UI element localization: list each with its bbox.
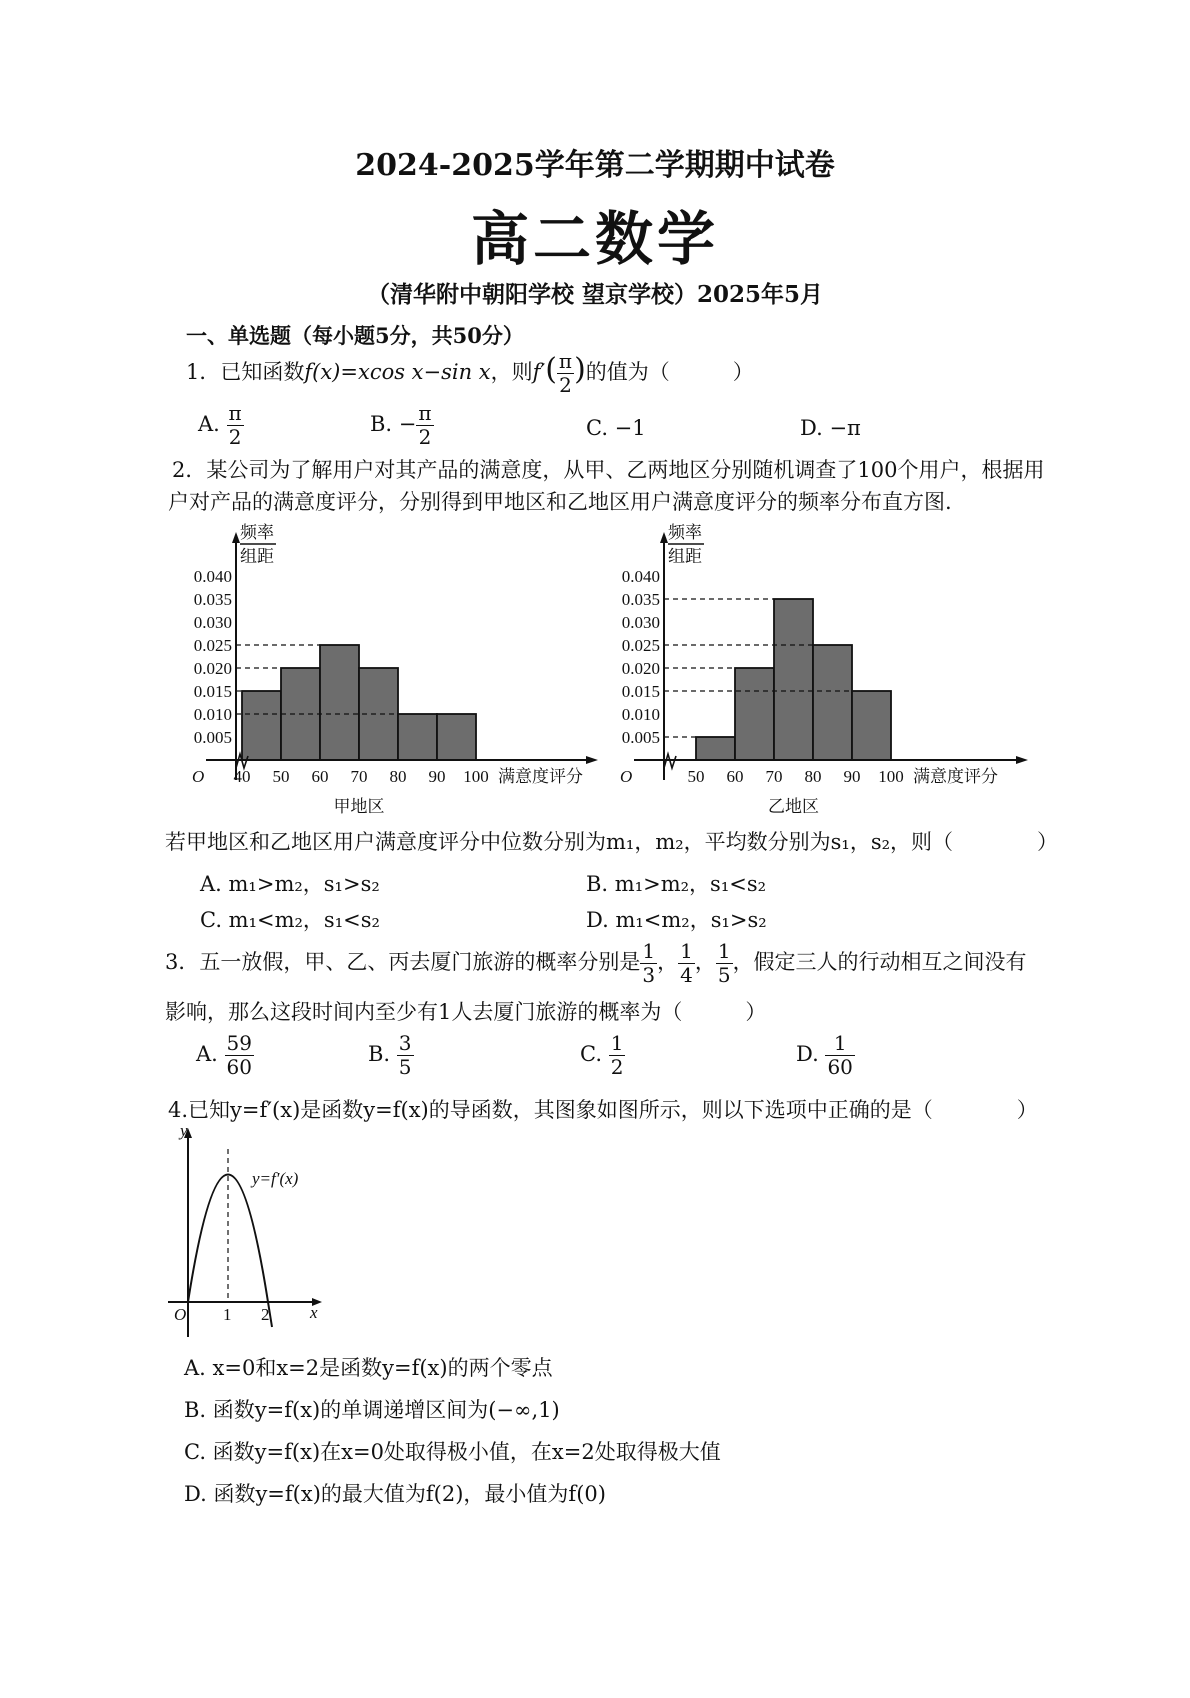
section-title: 一、单选题（每小题5分，共50分）	[186, 323, 524, 348]
yi-bar	[852, 691, 891, 760]
yi-xtick-label: 70	[765, 767, 783, 786]
jia-y-label-bottom: 组距	[240, 547, 274, 567]
q3-option-d: D. $\frac{1}{60}$	[796, 1031, 853, 1079]
q2-option-d: D. m₁<m₂，s₁>s₂	[586, 908, 767, 932]
jia-xtick-label: 80	[389, 767, 407, 786]
q1-function: f(x)=xcos x−sin x	[304, 360, 491, 384]
schools-date: （清华附中朝阳学校 望京学校）2025年5月	[366, 281, 824, 308]
yi-y-label-bottom: 组距	[668, 547, 702, 567]
yi-bar	[735, 668, 774, 760]
jia-xtick-label: 100	[463, 767, 489, 786]
jia-xtick-label: 70	[350, 767, 368, 786]
jia-y-arrow	[232, 532, 240, 543]
q1-suffix: 的值为（ ）	[585, 360, 754, 384]
q1-prefix: 1．已知函数	[186, 360, 305, 384]
q3-option-a: A. $\frac{59}{60}$	[196, 1031, 252, 1079]
yi-ytick-label: 0.015	[621, 682, 660, 701]
jia-ytick-label: 0.040	[193, 567, 232, 586]
yi-y-arrow	[660, 532, 668, 543]
yi-ytick-label: 0.025	[621, 636, 660, 655]
q3-option-b: B. $\frac{3}{5}$	[368, 1031, 412, 1079]
yi-ytick-label: 0.020	[621, 659, 660, 678]
jia-ytick-label: 0.030	[193, 613, 232, 632]
jia-x-label: 满意度评分	[498, 767, 583, 787]
jia-ytick-label: 0.035	[193, 590, 232, 609]
yi-xtick-label: 50	[687, 767, 705, 786]
graph-tick-2: 2	[261, 1305, 270, 1324]
jia-bar	[320, 645, 359, 760]
yi-bar	[774, 599, 813, 760]
q1-stem: 1．已知函数f(x)=xcos x−sin x，则f′( $\frac{\pi}{2}$ )的值为（ ）	[186, 349, 754, 397]
jia-ytick-label: 0.005	[193, 728, 232, 747]
exam-title: 2024-2025学年第二学期期中试卷	[355, 148, 835, 183]
q3-line2: 影响，那么这段时间内至少有1人去厦门旅游的概率为（ ）	[165, 1000, 767, 1024]
yi-ytick-label: 0.035	[621, 590, 660, 609]
q3-line1: 3．五一放假，甲、乙、丙去厦门旅游的概率分别是 $\frac{1}{3}$ ， $\frac{1}{4}$ ， $\frac{1}{5}$ ，假定三人的行动相互之间没有	[165, 939, 1027, 987]
subject-title: 高二数学	[470, 205, 719, 273]
graph-curve-label: y=f′(x)	[252, 1169, 299, 1188]
yi-ytick-label: 0.005	[621, 728, 660, 747]
histogram-jia	[150, 510, 610, 830]
q1-option-c: C. −1	[586, 416, 646, 440]
yi-ytick-label: 0.030	[621, 613, 660, 632]
yi-axis-break	[664, 754, 676, 768]
jia-bar	[437, 714, 476, 760]
jia-ytick-label: 0.025	[193, 636, 232, 655]
graph-origin: O	[174, 1305, 187, 1324]
yi-xtick-label: 60	[726, 767, 744, 786]
q4-option-b: B. 函数y=f(x)的单调递增区间为(−∞,1)	[184, 1398, 560, 1422]
jia-xtick-label: 60	[311, 767, 329, 786]
yi-xtick-label: 90	[843, 767, 861, 786]
q1-option-b: B. − $\frac{\pi}{2}$	[370, 401, 432, 449]
q1-option-a: A. $\frac{\pi}{2}$	[198, 401, 242, 449]
q2-option-c: C. m₁<m₂，s₁<s₂	[200, 908, 380, 932]
yi-origin: O	[620, 767, 633, 786]
jia-origin: O	[192, 767, 205, 786]
q2-line2: 户对产品的满意度评分，分别得到甲地区和乙地区用户满意度评分的频率分布直方图.	[168, 490, 952, 514]
jia-x-arrow	[586, 756, 598, 764]
derivative-graph	[160, 1122, 340, 1342]
q1-option-d: D. −π	[800, 416, 861, 440]
q1-fprime: f′	[532, 360, 546, 384]
yi-ytick-label: 0.010	[621, 705, 660, 724]
q4-stem: 4.已知y=f′(x)是函数y=f(x)的导函数，其图象如图所示，则以下选项中正确的是（ ）	[168, 1098, 1038, 1122]
yi-ytick-label: 0.040	[621, 567, 660, 586]
q4-option-a: A. x=0和x=2是函数y=f(x)的两个零点	[184, 1356, 553, 1380]
jia-y-label-top: 频率	[240, 523, 274, 543]
q3-option-c: C. $\frac{1}{2}$	[580, 1031, 624, 1079]
yi-xtick-label: 80	[804, 767, 822, 786]
yi-bar	[696, 737, 735, 760]
graph-x-label: x	[310, 1303, 318, 1322]
q2-option-b: B. m₁>m₂，s₁<s₂	[586, 872, 767, 896]
jia-bar	[242, 691, 281, 760]
jia-ytick-label: 0.015	[193, 682, 232, 701]
yi-title: 乙地区	[768, 797, 819, 817]
jia-xtick-label: 40	[233, 767, 251, 786]
jia-ytick-label: 0.020	[193, 659, 232, 678]
jia-title: 甲地区	[333, 797, 385, 817]
q2-option-a: A. m₁>m₂，s₁>s₂	[200, 872, 380, 896]
q1-argument: $\frac{\pi}{2}$	[558, 349, 573, 397]
yi-y-label-top: 频率	[668, 523, 702, 543]
graph-tick-1: 1	[223, 1305, 232, 1324]
yi-x-arrow	[1016, 756, 1028, 764]
yi-bar	[813, 645, 852, 760]
yi-x-label: 满意度评分	[913, 767, 998, 787]
jia-ytick-label: 0.010	[193, 705, 232, 724]
jia-xtick-label: 50	[272, 767, 290, 786]
q4-option-c: C. 函数y=f(x)在x=0处取得极小值，在x=2处取得极大值	[184, 1440, 721, 1464]
q1-mid: ，则	[490, 360, 533, 384]
yi-xtick-label: 100	[878, 767, 904, 786]
jia-xtick-label: 90	[428, 767, 446, 786]
jia-bar	[398, 714, 437, 760]
graph-y-label: y	[180, 1122, 188, 1140]
histogram-yi	[600, 510, 1040, 830]
q4-option-d: D. 函数y=f(x)的最大值为f(2)，最小值为f(0)	[184, 1482, 606, 1506]
q2-question: 若甲地区和乙地区用户满意度评分中位数分别为m₁，m₂，平均数分别为s₁，s₂，则（ ）	[165, 830, 1059, 854]
q2-line1: 2．某公司为了解用户对其产品的满意度，从甲、乙两地区分别随机调查了100个用户，根据用	[172, 458, 1045, 482]
